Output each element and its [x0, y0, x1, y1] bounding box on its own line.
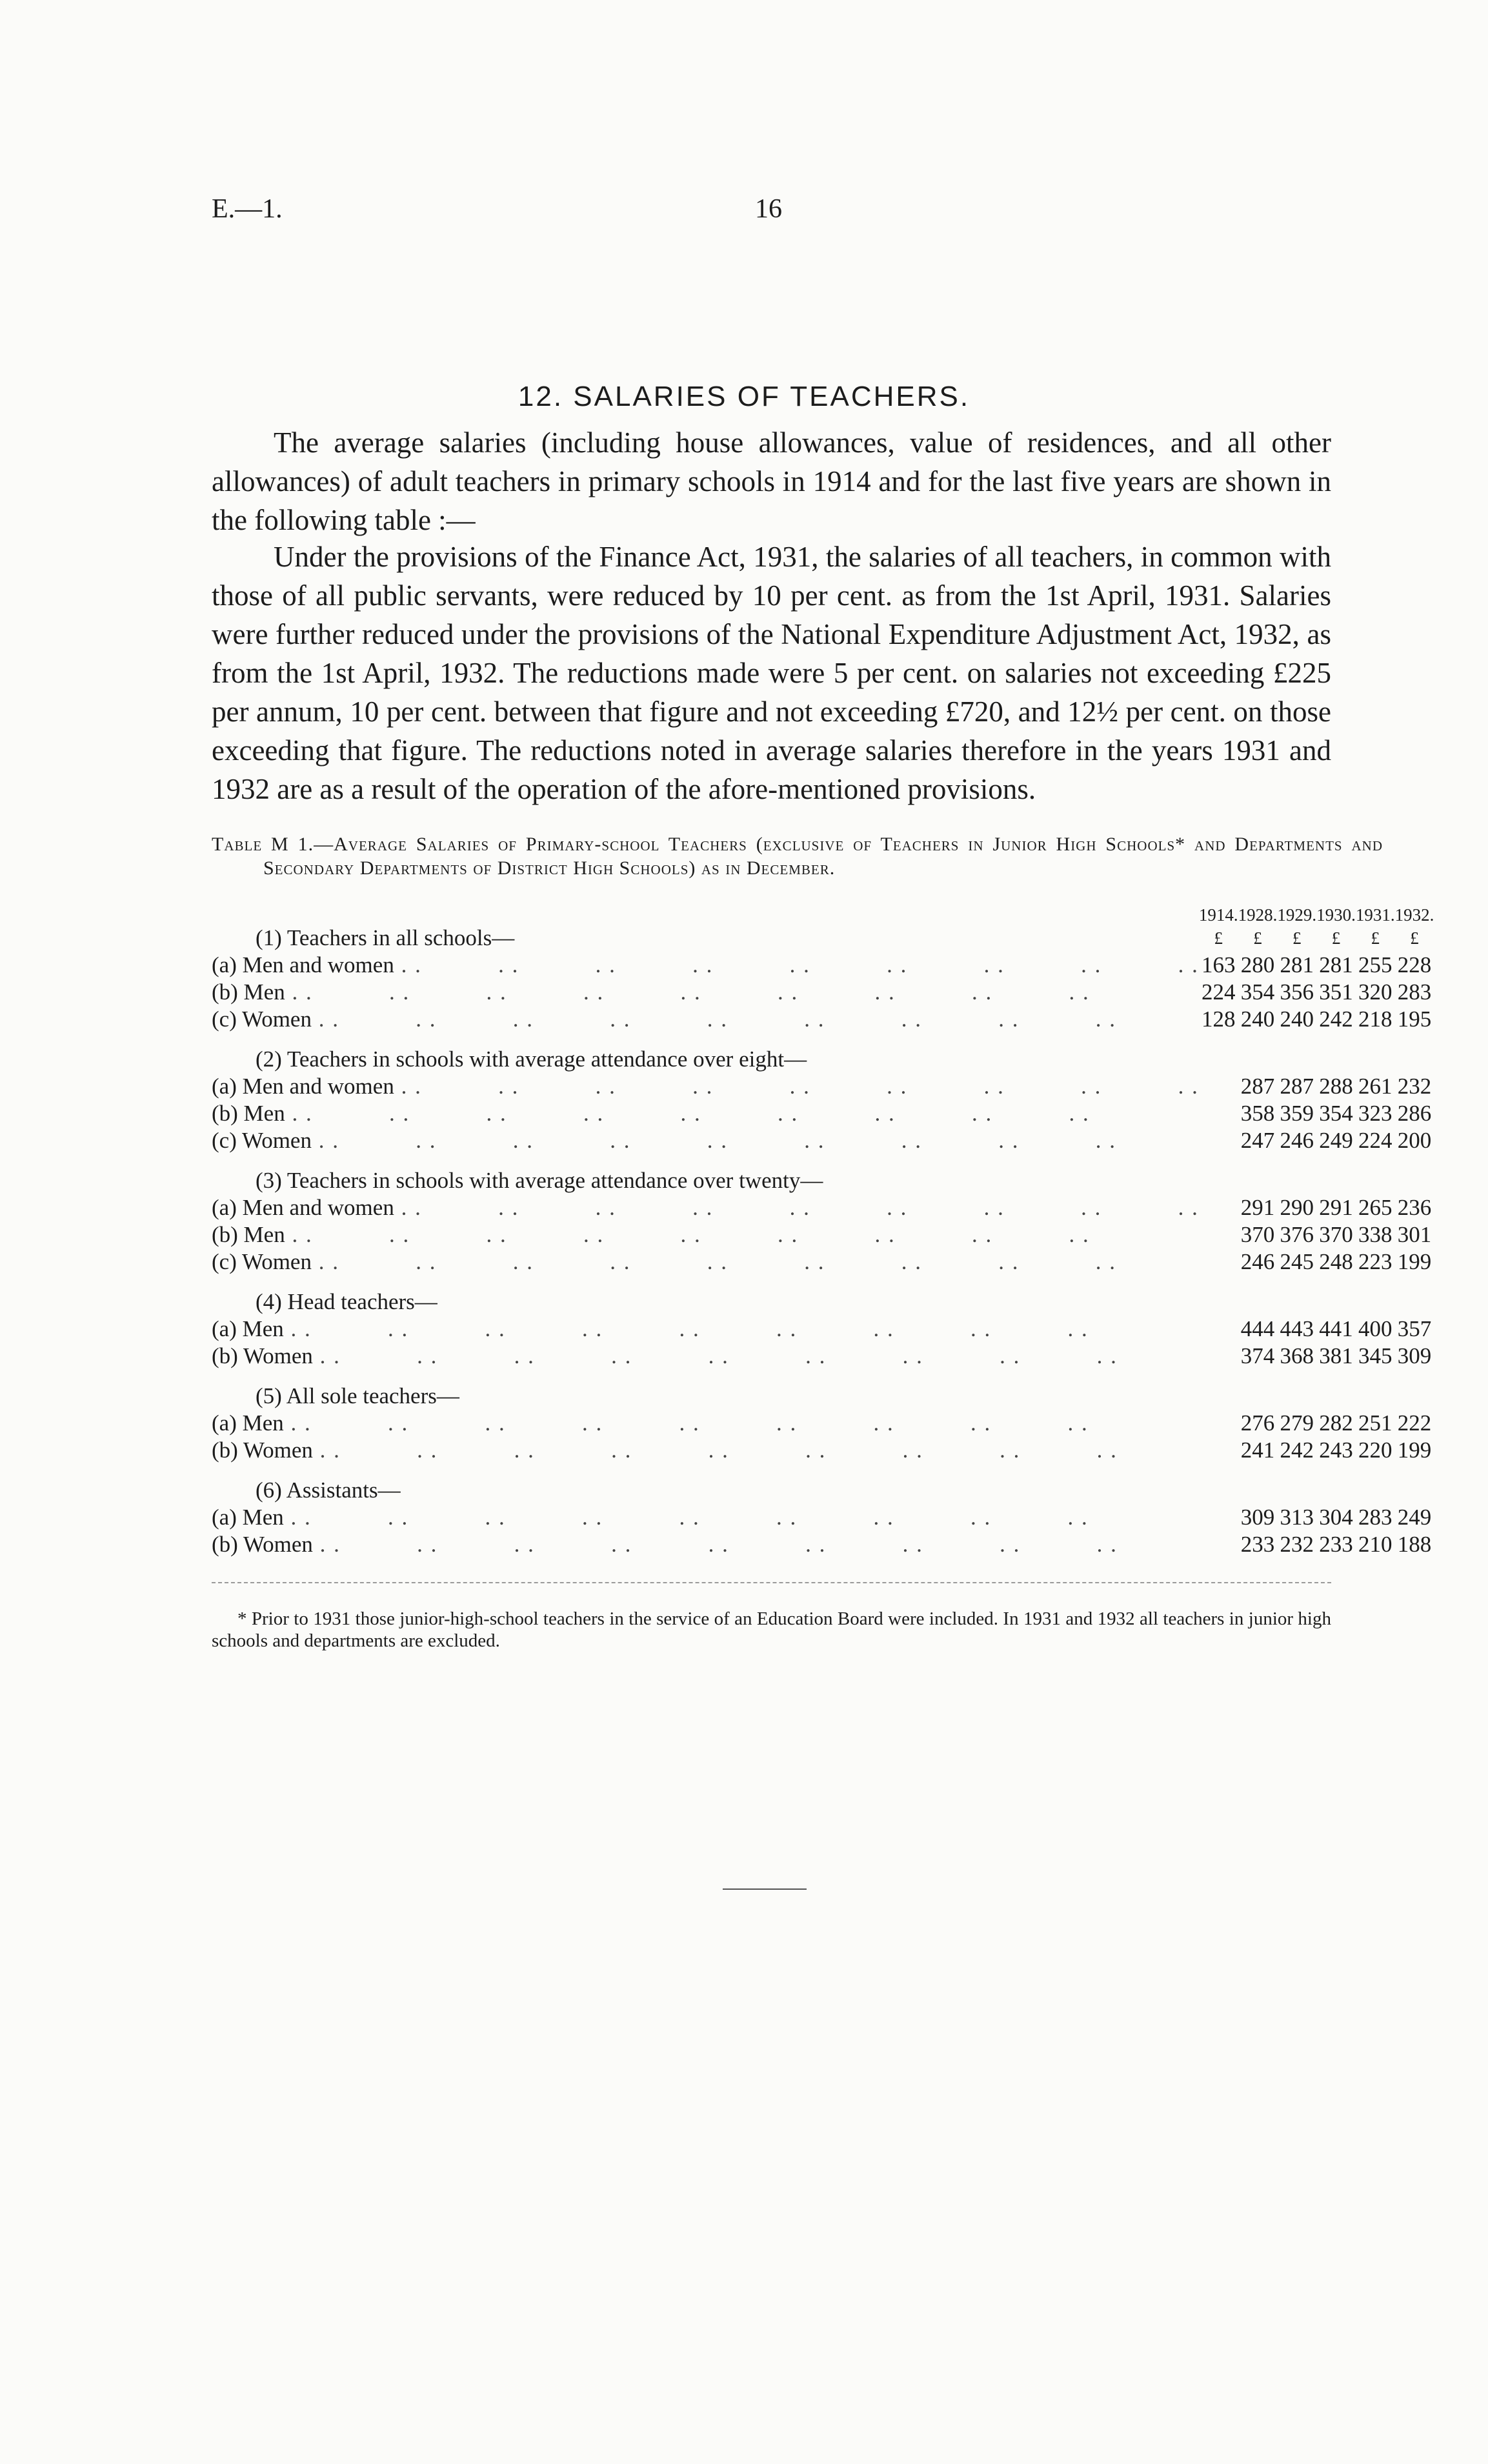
- empty-cell: [1199, 1410, 1238, 1437]
- salary-cell: 245: [1280, 1249, 1314, 1274]
- salary-cell: 400: [1358, 1316, 1392, 1341]
- salary-cell: 286: [1397, 1101, 1432, 1126]
- salary-cell: 236: [1397, 1195, 1432, 1220]
- salary-cell: 279: [1280, 1410, 1314, 1436]
- table-row: [212, 1437, 1434, 1464]
- salary-cell: 242: [1280, 1437, 1314, 1463]
- group-title-row: [212, 1046, 1434, 1073]
- unit-label: £: [1214, 928, 1223, 948]
- salary-cell: 249: [1397, 1505, 1432, 1530]
- salary-cell: 246: [1240, 1249, 1275, 1274]
- salary-cell: 301: [1397, 1222, 1432, 1247]
- row-label: (c) Women . .: [212, 1248, 1199, 1276]
- salary-cell: 354: [1240, 979, 1275, 1005]
- empty-cell: [1199, 1248, 1238, 1276]
- salary-cell: 283: [1397, 979, 1432, 1005]
- table-row: [212, 979, 1434, 1006]
- row-label: (b) Men . .: [212, 979, 1199, 1006]
- table-caption: Table M 1.—Average Salaries of Primary-school Teachers (exclusive of Teachers in Junior High Schools* and Departments and Secondary Departments of District High Schools) as in December.: [212, 834, 1383, 879]
- row-label: (b) Women . .: [212, 1437, 1199, 1464]
- gap-cell: [212, 1033, 1434, 1046]
- document-reference: E.—1.: [212, 194, 283, 224]
- salary-cell: 443: [1280, 1316, 1314, 1341]
- year-header-row: [212, 905, 1434, 925]
- unit-label: £: [1331, 928, 1341, 948]
- unit-row: [212, 925, 1434, 952]
- salary-cell: 195: [1397, 1007, 1432, 1032]
- salary-cell: 354: [1319, 1101, 1353, 1126]
- row-label: (c) Women . .: [212, 1006, 1199, 1033]
- group-gap: [212, 1033, 1434, 1046]
- salary-cell: 304: [1319, 1505, 1353, 1530]
- salary-cell: 291: [1240, 1195, 1275, 1220]
- salary-cell: 381: [1319, 1343, 1353, 1368]
- salary-cell: 199: [1397, 1249, 1432, 1274]
- salary-cell: 240: [1280, 1007, 1314, 1032]
- salary-cell: 323: [1358, 1101, 1392, 1126]
- year-1914-header: 1914.: [1198, 905, 1238, 925]
- salary-cell: 309: [1240, 1505, 1275, 1530]
- salary-cell: 356: [1280, 979, 1314, 1005]
- salary-cell: 222: [1397, 1410, 1432, 1436]
- salary-cell: 248: [1319, 1249, 1353, 1274]
- salary-cell: 309: [1397, 1343, 1432, 1368]
- row-label: (b) Women . .: [212, 1531, 1199, 1558]
- gap-cell: [212, 1276, 1434, 1288]
- salary-cell: 374: [1240, 1343, 1275, 1368]
- salary-cell: 287: [1280, 1074, 1314, 1099]
- group-gap: [212, 1464, 1434, 1477]
- row-label: (a) Men and women . .: [212, 1194, 1199, 1221]
- empty-cell: [1199, 1531, 1238, 1558]
- row-label: (b) Men . .: [212, 1221, 1199, 1248]
- year-1931-header: 1931.: [1355, 905, 1395, 925]
- table-row: [212, 1221, 1434, 1248]
- salary-cell: 441: [1319, 1316, 1353, 1341]
- table-row: [212, 1410, 1434, 1437]
- unit-label: £: [1371, 928, 1380, 948]
- salary-cell: 281: [1280, 952, 1314, 977]
- salary-table: [212, 905, 1434, 1558]
- salary-cell: 200: [1397, 1128, 1432, 1153]
- table-row: [212, 1073, 1434, 1100]
- salary-cell: 218: [1358, 1007, 1392, 1032]
- salary-cell: 251: [1358, 1410, 1392, 1436]
- salary-cell: 163: [1201, 952, 1236, 977]
- header-spacer: [212, 905, 1199, 925]
- unit-label: £: [1410, 928, 1419, 948]
- group-title-row: [212, 1383, 1434, 1410]
- table-row: [212, 1194, 1434, 1221]
- salary-cell: 370: [1319, 1222, 1353, 1247]
- group-gap: [212, 1154, 1434, 1167]
- salary-cell: 224: [1201, 979, 1236, 1005]
- salary-cell: 351: [1319, 979, 1353, 1005]
- group-title-row: [212, 1167, 1434, 1194]
- row-label: (a) Men . .: [212, 1504, 1199, 1531]
- gap-cell: [212, 1464, 1434, 1477]
- group-5-title: (5) All sole teachers—: [256, 1383, 459, 1408]
- salary-cell: 368: [1280, 1343, 1314, 1368]
- salary-cell: 345: [1358, 1343, 1392, 1368]
- empty-cell: [1199, 1343, 1238, 1370]
- salary-cell: 210: [1358, 1532, 1392, 1557]
- table-row: [212, 1504, 1434, 1531]
- salary-cell: 228: [1397, 952, 1432, 977]
- intro-paragraph: The average salaries (including house allowances, value of residences, and all other allowances) of adult teachers in primary schools in 1914 and for the last five years are shown in the following table :—: [212, 426, 1331, 536]
- gap-cell: [212, 1154, 1434, 1167]
- salary-cell: 283: [1358, 1505, 1392, 1530]
- salary-cell: 358: [1240, 1101, 1275, 1126]
- salary-cell: 338: [1358, 1222, 1392, 1247]
- empty-cell: [1199, 1100, 1238, 1127]
- year-1930-header: 1930.: [1316, 905, 1356, 925]
- empty-cell: [1199, 1194, 1238, 1221]
- salary-cell: 290: [1280, 1195, 1314, 1220]
- salary-cell: 232: [1280, 1532, 1314, 1557]
- salary-cell: 265: [1358, 1195, 1392, 1220]
- empty-cell: [1199, 1504, 1238, 1531]
- table-row: [212, 952, 1434, 979]
- salary-cell: 240: [1240, 1007, 1275, 1032]
- empty-cell: [1199, 1073, 1238, 1100]
- salary-cell: 444: [1240, 1316, 1275, 1341]
- group-1-title: (1) Teachers in all schools—: [256, 925, 515, 950]
- salary-cell: 224: [1358, 1128, 1392, 1153]
- group-6-title: (6) Assistants—: [256, 1477, 401, 1503]
- salary-cell: 320: [1358, 979, 1392, 1005]
- group-3-title: (3) Teachers in schools with average attendance over twenty—: [256, 1168, 823, 1193]
- table-body: [212, 925, 1434, 1558]
- salary-cell: 261: [1358, 1074, 1392, 1099]
- table-row: [212, 1006, 1434, 1033]
- salary-cell: 232: [1397, 1074, 1432, 1099]
- salary-cell: 188: [1397, 1532, 1432, 1557]
- row-label: (b) Men . .: [212, 1100, 1199, 1127]
- unit-label: £: [1292, 928, 1302, 948]
- table-row: [212, 1343, 1434, 1370]
- salary-cell: 370: [1240, 1222, 1275, 1247]
- salary-cell: 241: [1240, 1437, 1275, 1463]
- salary-cell: 255: [1358, 952, 1392, 977]
- salary-cell: 242: [1319, 1007, 1353, 1032]
- salary-cell: 280: [1240, 952, 1275, 977]
- salary-cell: 282: [1319, 1410, 1353, 1436]
- group-title-row: [212, 1477, 1434, 1504]
- unit-label: £: [1253, 928, 1262, 948]
- empty-cell: [1199, 1221, 1238, 1248]
- table-row: [212, 1531, 1434, 1558]
- salary-cell: 281: [1319, 952, 1353, 977]
- row-label: (b) Women . .: [212, 1343, 1199, 1370]
- year-1928-header: 1928.: [1238, 905, 1278, 925]
- salary-cell: 220: [1358, 1437, 1392, 1463]
- salary-cell: 276: [1240, 1410, 1275, 1436]
- gap-cell: [212, 1370, 1434, 1383]
- table-bottom-rule: [212, 1582, 1331, 1583]
- year-1929-header: 1929.: [1277, 905, 1317, 925]
- empty-cell: [1199, 1316, 1238, 1343]
- salary-cell: 243: [1319, 1437, 1353, 1463]
- salary-cell: 376: [1280, 1222, 1314, 1247]
- group-4-title: (4) Head teachers—: [256, 1289, 437, 1314]
- row-label: (a) Men . .: [212, 1410, 1199, 1437]
- table-row: [212, 1127, 1434, 1154]
- row-label: (c) Women . .: [212, 1127, 1199, 1154]
- group-gap: [212, 1370, 1434, 1383]
- salary-cell: 249: [1319, 1128, 1353, 1153]
- finance-act-paragraph: Under the provisions of the Finance Act, 1931, the salaries of all teachers, in common with those of all public servants, were reduced by 10 per cent. as from the 1st April, 1931. Salaries were further reduced under the provisions of the National Expenditure Adjustment Act, 1932, as from the 1st April, 1932. The reductions made were 5 per cent. on salaries not exceeding £225 per annum, 10 per cent. between that figure and not exceeding £720, and 12½ per cent. on those exceeding that figure. The reductions noted in average salaries therefore in the years 1931 and 1932 are as a result of the operation of the afore-mentioned provisions.: [212, 541, 1331, 805]
- salary-cell: 246: [1280, 1128, 1314, 1153]
- salary-cell: 128: [1201, 1007, 1236, 1032]
- salary-cell: 288: [1319, 1074, 1353, 1099]
- salary-cell: 233: [1240, 1532, 1275, 1557]
- section-title: 12. SALARIES OF TEACHERS.: [518, 381, 970, 412]
- page-number: 16: [755, 194, 782, 224]
- row-label: (a) Men . .: [212, 1316, 1199, 1343]
- salary-cell: 223: [1358, 1249, 1392, 1274]
- salary-cell: 199: [1397, 1437, 1432, 1463]
- footnote: * Prior to 1931 those junior-high-school teachers in the service of an Education Board were included. In 1931 and 1932 all teachers in junior high schools and departments are excluded.: [212, 1608, 1331, 1651]
- salary-cell: 313: [1280, 1505, 1314, 1530]
- group-gap: [212, 1276, 1434, 1288]
- row-label: (a) Men and women . .: [212, 952, 1199, 979]
- empty-cell: [1199, 1437, 1238, 1464]
- empty-cell: [1199, 1127, 1238, 1154]
- salary-cell: 357: [1397, 1316, 1432, 1341]
- table-row: [212, 1316, 1434, 1343]
- end-rule: [723, 1888, 807, 1890]
- salary-cell: 247: [1240, 1128, 1275, 1153]
- table-row: [212, 1100, 1434, 1127]
- row-label: (a) Men and women . .: [212, 1073, 1199, 1100]
- group-title-row: [212, 1288, 1434, 1316]
- year-1932-header: 1932.: [1394, 905, 1434, 925]
- salary-cell: 291: [1319, 1195, 1353, 1220]
- salary-cell: 359: [1280, 1101, 1314, 1126]
- table-row: [212, 1248, 1434, 1276]
- salary-cell: 287: [1240, 1074, 1275, 1099]
- group-2-title: (2) Teachers in schools with average attendance over eight—: [256, 1047, 807, 1072]
- salary-cell: 233: [1319, 1532, 1353, 1557]
